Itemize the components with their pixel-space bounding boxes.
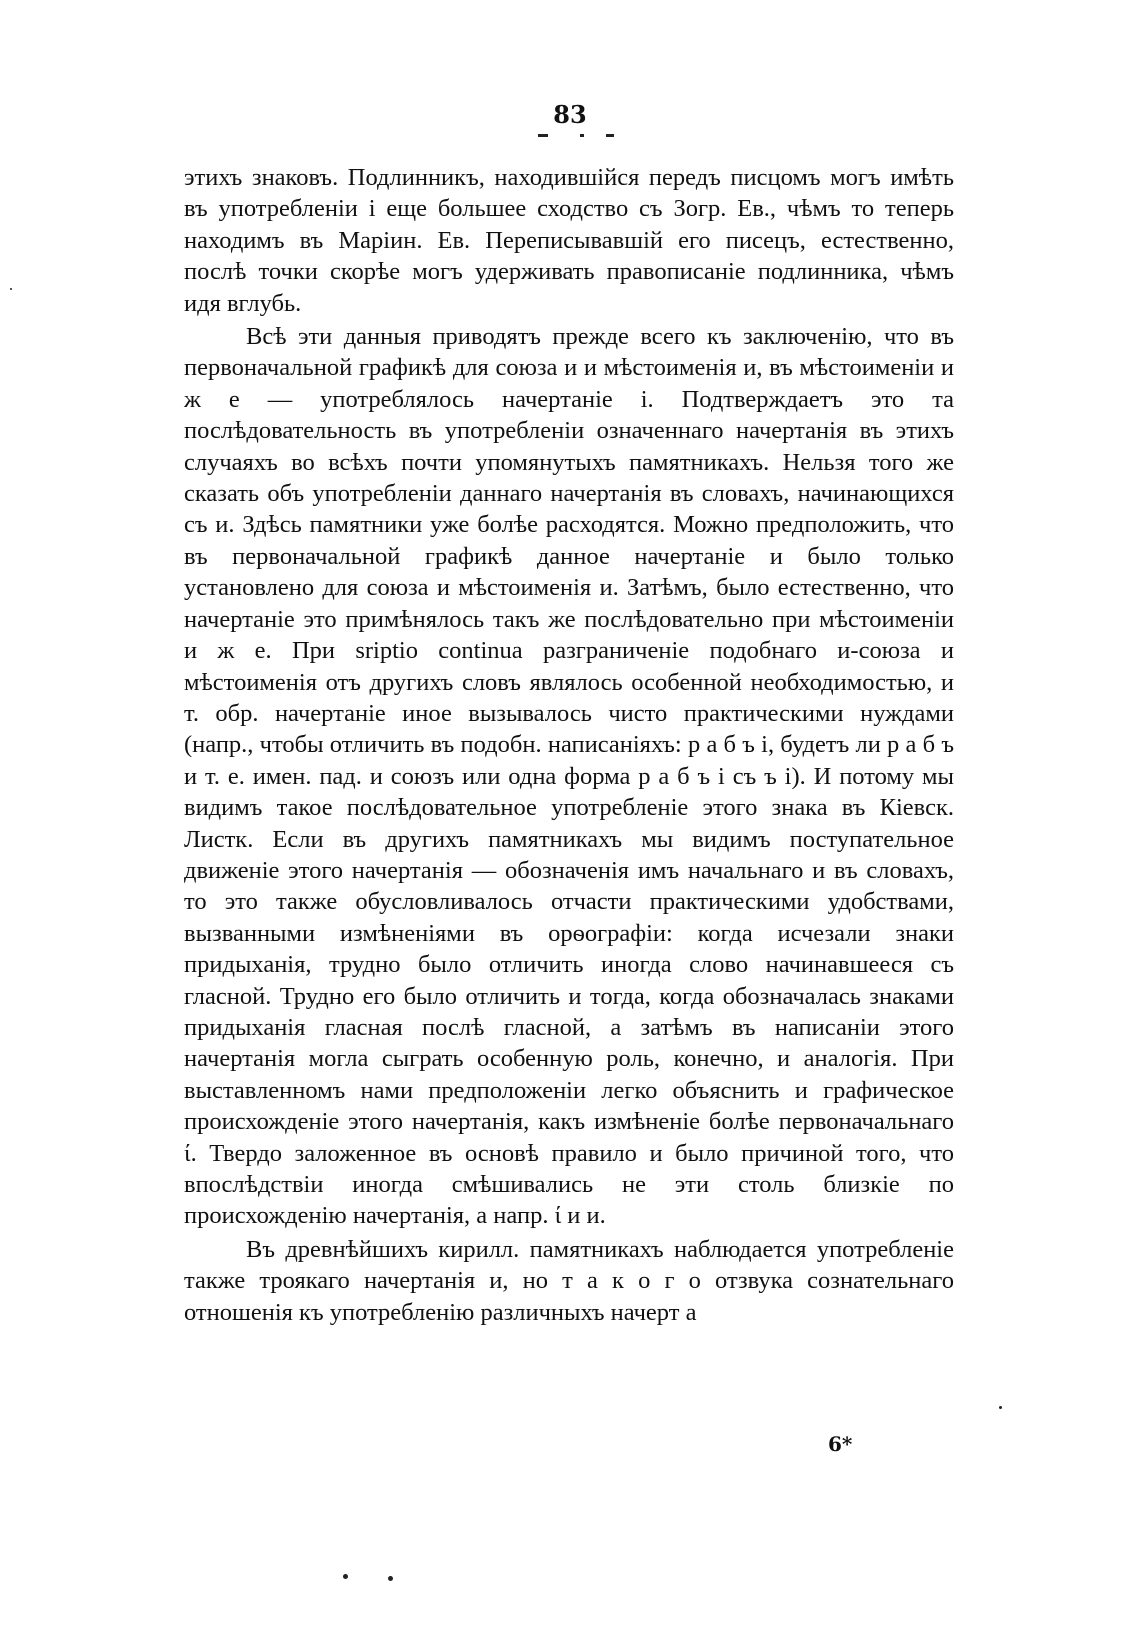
- header-dash-mark: [580, 134, 584, 137]
- header-dash-mark: [606, 134, 614, 137]
- text-column: [184, 162, 954, 1328]
- page-number: 83: [553, 100, 587, 129]
- paragraph: Всѣ эти данныя приводятъ прежде всего къ заключенію, что въ первоначальной графикѣ для союза и и мѣстоименія и, въ мѣстоименіи и ж е — употреблялось начертаніе і. Подтверждаетъ это та послѣдовательность въ употребленіи означеннаго начертанія въ этихъ случаяхъ во всѣхъ почти упомянутыхъ памятникахъ. Нельзя того же сказать объ употребленіи даннаго начертанія въ словахъ, начинающихся съ и. Здѣсь памятники уже болѣе расходятся. Можно предположить, что въ первоначальной графикѣ данное начертаніе и было только установлено для союза и мѣстоименія и. Затѣмъ, было естественно, что начертаніе это примѣнялось такъ же послѣдовательно при мѣстоименіи и ж е. При sriptio continua разграниченіе подобнаго и-союза и мѣстоименія отъ другихъ словъ являлось особенной необходимостью, и т. обр. начертаніе иное вызывалось чисто практическими нуждами (напр., чтобы отличить въ подобн. написаніяхъ: р а б ъ і, будетъ ли р а б ъ и т. е. имен. пад. и союзъ или одна форма р а б ъ і съ ъ і). И потому мы видимъ такое послѣдовательное употребленіе этого знака въ Кіевск. Листк. Если въ другихъ памятникахъ мы видимъ поступательное движеніе этого начертанія — обозначенія имъ начальнаго и въ словахъ, то это также обусловливалось отчасти практическими удобствами, вызванными измѣненіями въ орѳографіи: когда исчезали знаки придыханія, трудно было отличить иногда слово начинавшееся съ гласной. Трудно его было отличить и тогда, когда обозначалась знаками придыханія гласная послѣ гласной, а затѣмъ въ написаніи этого начертанія могла сыграть особенную роль, конечно, и аналогія. При выставленномъ нами предположеніи легко объяснить и графическое происхожденіе этого начертанія, какъ измѣненіе болѣе первоначальнаго ί. Твердо заложенное въ основѣ правило и было причиной того, что впослѣдствіи иногда смѣшивались не эти столь близкіе по происхожденію начертанія, а напр. ί и и.: [184, 323, 954, 1230]
- sheet-signature: 6*: [828, 1432, 853, 1456]
- paragraph: Въ древнѣйшихъ кирилл. памятникахъ наблюдается употребленіе также троякаго начертанія и, но т а к о г о отзвука сознательнаго отношенія къ употребленію различныхъ начерт а: [184, 1235, 954, 1326]
- scan-speck: [388, 1576, 393, 1581]
- scan-speck: [999, 1406, 1002, 1409]
- paragraph: этихъ знаковъ. Подлинникъ, находившійся передъ писцомъ могъ имѣть въ употребленіи і еще большее сходство съ Зогр. Ев., чѣмъ то теперь находимъ въ Маріин. Ев. Переписывавшій его писецъ, естественно, послѣ точки скорѣе могъ удерживать правописаніе подлинника, чѣмъ идя вглубь.: [184, 164, 954, 317]
- scan-speck: [343, 1574, 348, 1579]
- header-dash-mark: [538, 134, 548, 137]
- scan-speck: [10, 288, 12, 290]
